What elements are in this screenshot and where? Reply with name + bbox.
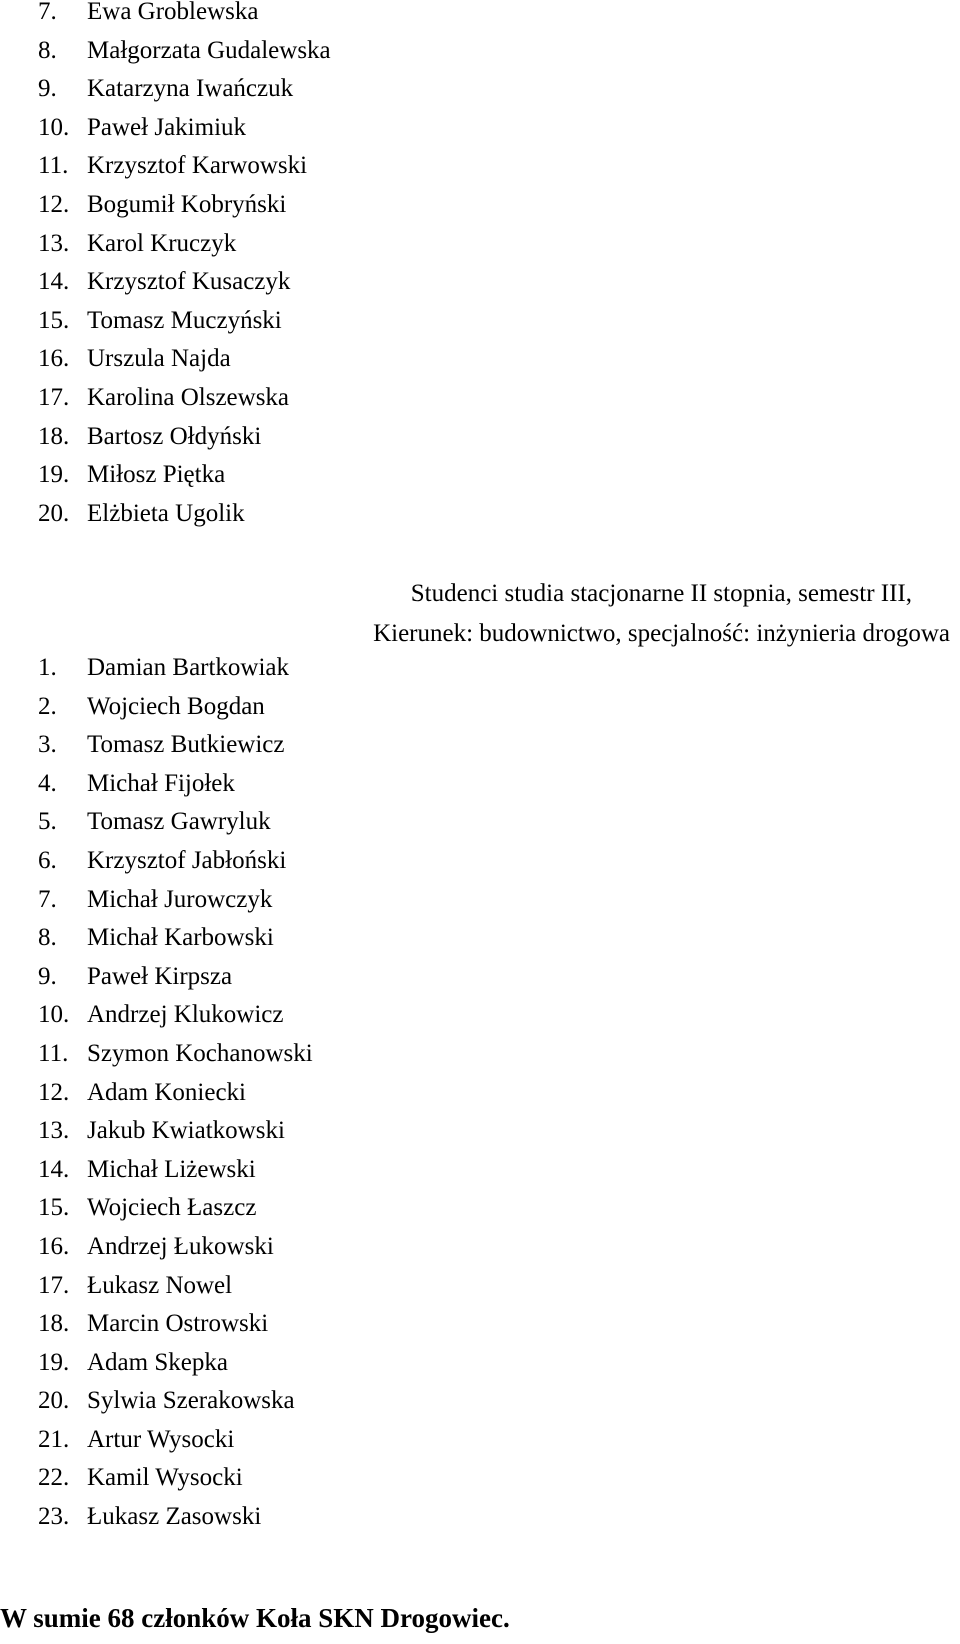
item-number: 22.	[38, 1464, 70, 1492]
item-number: 11.	[38, 1039, 69, 1067]
item-number: 14.	[38, 268, 70, 296]
item-number: 10.	[38, 1001, 70, 1029]
member-name: Ewa Groblewska	[87, 0, 259, 25]
item-number: 13.	[38, 1117, 70, 1145]
member-name: Michał Karbowski	[87, 924, 274, 952]
item-number: 19.	[38, 1348, 70, 1376]
item-number: 10.	[38, 113, 70, 141]
item-number: 16.	[38, 345, 70, 373]
item-number: 13.	[38, 229, 70, 257]
member-name: Andrzej Klukowicz	[87, 1001, 284, 1029]
item-number: 17.	[38, 383, 70, 411]
member-name: Wojciech Bogdan	[87, 692, 265, 720]
section-heading-line-2: Kierunek: budownictwo, specjalność: inżynieria drogowa	[373, 620, 950, 647]
item-number: 18.	[38, 422, 70, 450]
member-name: Urszula Najda	[87, 345, 231, 373]
member-name: Elżbieta Ugolik	[87, 499, 245, 527]
member-name: Jakub Kwiatkowski	[87, 1117, 285, 1145]
member-name: Karol Kruczyk	[87, 229, 237, 257]
item-number: 12.	[38, 1078, 70, 1106]
member-name: Tomasz Muczyński	[87, 306, 282, 334]
item-number: 7.	[38, 0, 57, 25]
item-number: 12.	[38, 190, 70, 218]
member-count-summary: W sumie 68 członków Koła SKN Drogowiec.	[0, 1603, 510, 1633]
item-number: 18.	[38, 1310, 70, 1338]
item-number: 21.	[38, 1425, 70, 1453]
member-name: Andrzej Łukowski	[87, 1232, 274, 1260]
item-number: 14.	[38, 1155, 70, 1183]
member-name: Karolina Olszewska	[87, 383, 290, 411]
member-name: Michał Fijołek	[87, 769, 235, 797]
item-number: 1.	[38, 654, 57, 681]
member-name: Damian Bartkowiak	[87, 654, 290, 681]
member-name: Łukasz Nowel	[87, 1271, 233, 1299]
member-name: Marcin Ostrowski	[87, 1310, 269, 1338]
item-number: 8.	[38, 36, 57, 64]
member-name: Artur Wysocki	[87, 1425, 235, 1453]
item-number: 9.	[38, 75, 57, 103]
item-number: 6.	[38, 846, 57, 874]
item-number: 15.	[38, 1194, 70, 1222]
member-name: Krzysztof Jabłoński	[87, 846, 287, 874]
item-number: 17.	[38, 1271, 70, 1299]
item-number: 4.	[38, 769, 57, 797]
member-name: Tomasz Butkiewicz	[87, 731, 285, 759]
member-name: Paweł Jakimiuk	[87, 113, 247, 141]
item-number: 5.	[38, 808, 57, 836]
item-number: 20.	[38, 1387, 70, 1415]
item-number: 16.	[38, 1232, 70, 1260]
member-name: Adam Skepka	[87, 1348, 228, 1376]
member-name: Bartosz Ołdyński	[87, 422, 262, 450]
item-number: 3.	[38, 731, 57, 759]
member-name: Krzysztof Kusaczyk	[87, 268, 291, 296]
item-number: 15.	[38, 306, 70, 334]
member-name: Bogumił Kobryński	[87, 190, 287, 218]
member-name: Miłosz Piętka	[87, 461, 226, 489]
member-name: Łukasz Zasowski	[87, 1503, 262, 1531]
item-number: 2.	[38, 692, 57, 720]
member-name: Krzysztof Karwowski	[87, 152, 308, 180]
item-number: 9.	[38, 962, 57, 990]
item-number: 11.	[38, 152, 69, 180]
member-name: Sylwia Szerakowska	[87, 1387, 295, 1415]
member-name: Adam Koniecki	[87, 1078, 246, 1106]
member-name: Wojciech Łaszcz	[87, 1194, 257, 1222]
item-number: 20.	[38, 499, 70, 527]
section-heading-line-1: Studenci studia stacjonarne II stopnia, semestr III,	[410, 580, 912, 607]
member-name: Szymon Kochanowski	[87, 1039, 313, 1067]
item-number: 19.	[38, 461, 70, 489]
item-number: 23.	[38, 1503, 70, 1531]
member-name: Tomasz Gawryluk	[87, 808, 271, 836]
member-name: Kamil Wysocki	[87, 1464, 243, 1492]
item-number: 8.	[38, 924, 57, 952]
member-name: Małgorzata Gudalewska	[87, 36, 331, 64]
member-name: Paweł Kirpsza	[87, 962, 233, 990]
item-number: 7.	[38, 885, 57, 913]
member-name: Michał Liżewski	[87, 1155, 256, 1183]
member-name: Michał Jurowczyk	[87, 885, 273, 913]
member-name: Katarzyna Iwańczuk	[87, 75, 294, 103]
